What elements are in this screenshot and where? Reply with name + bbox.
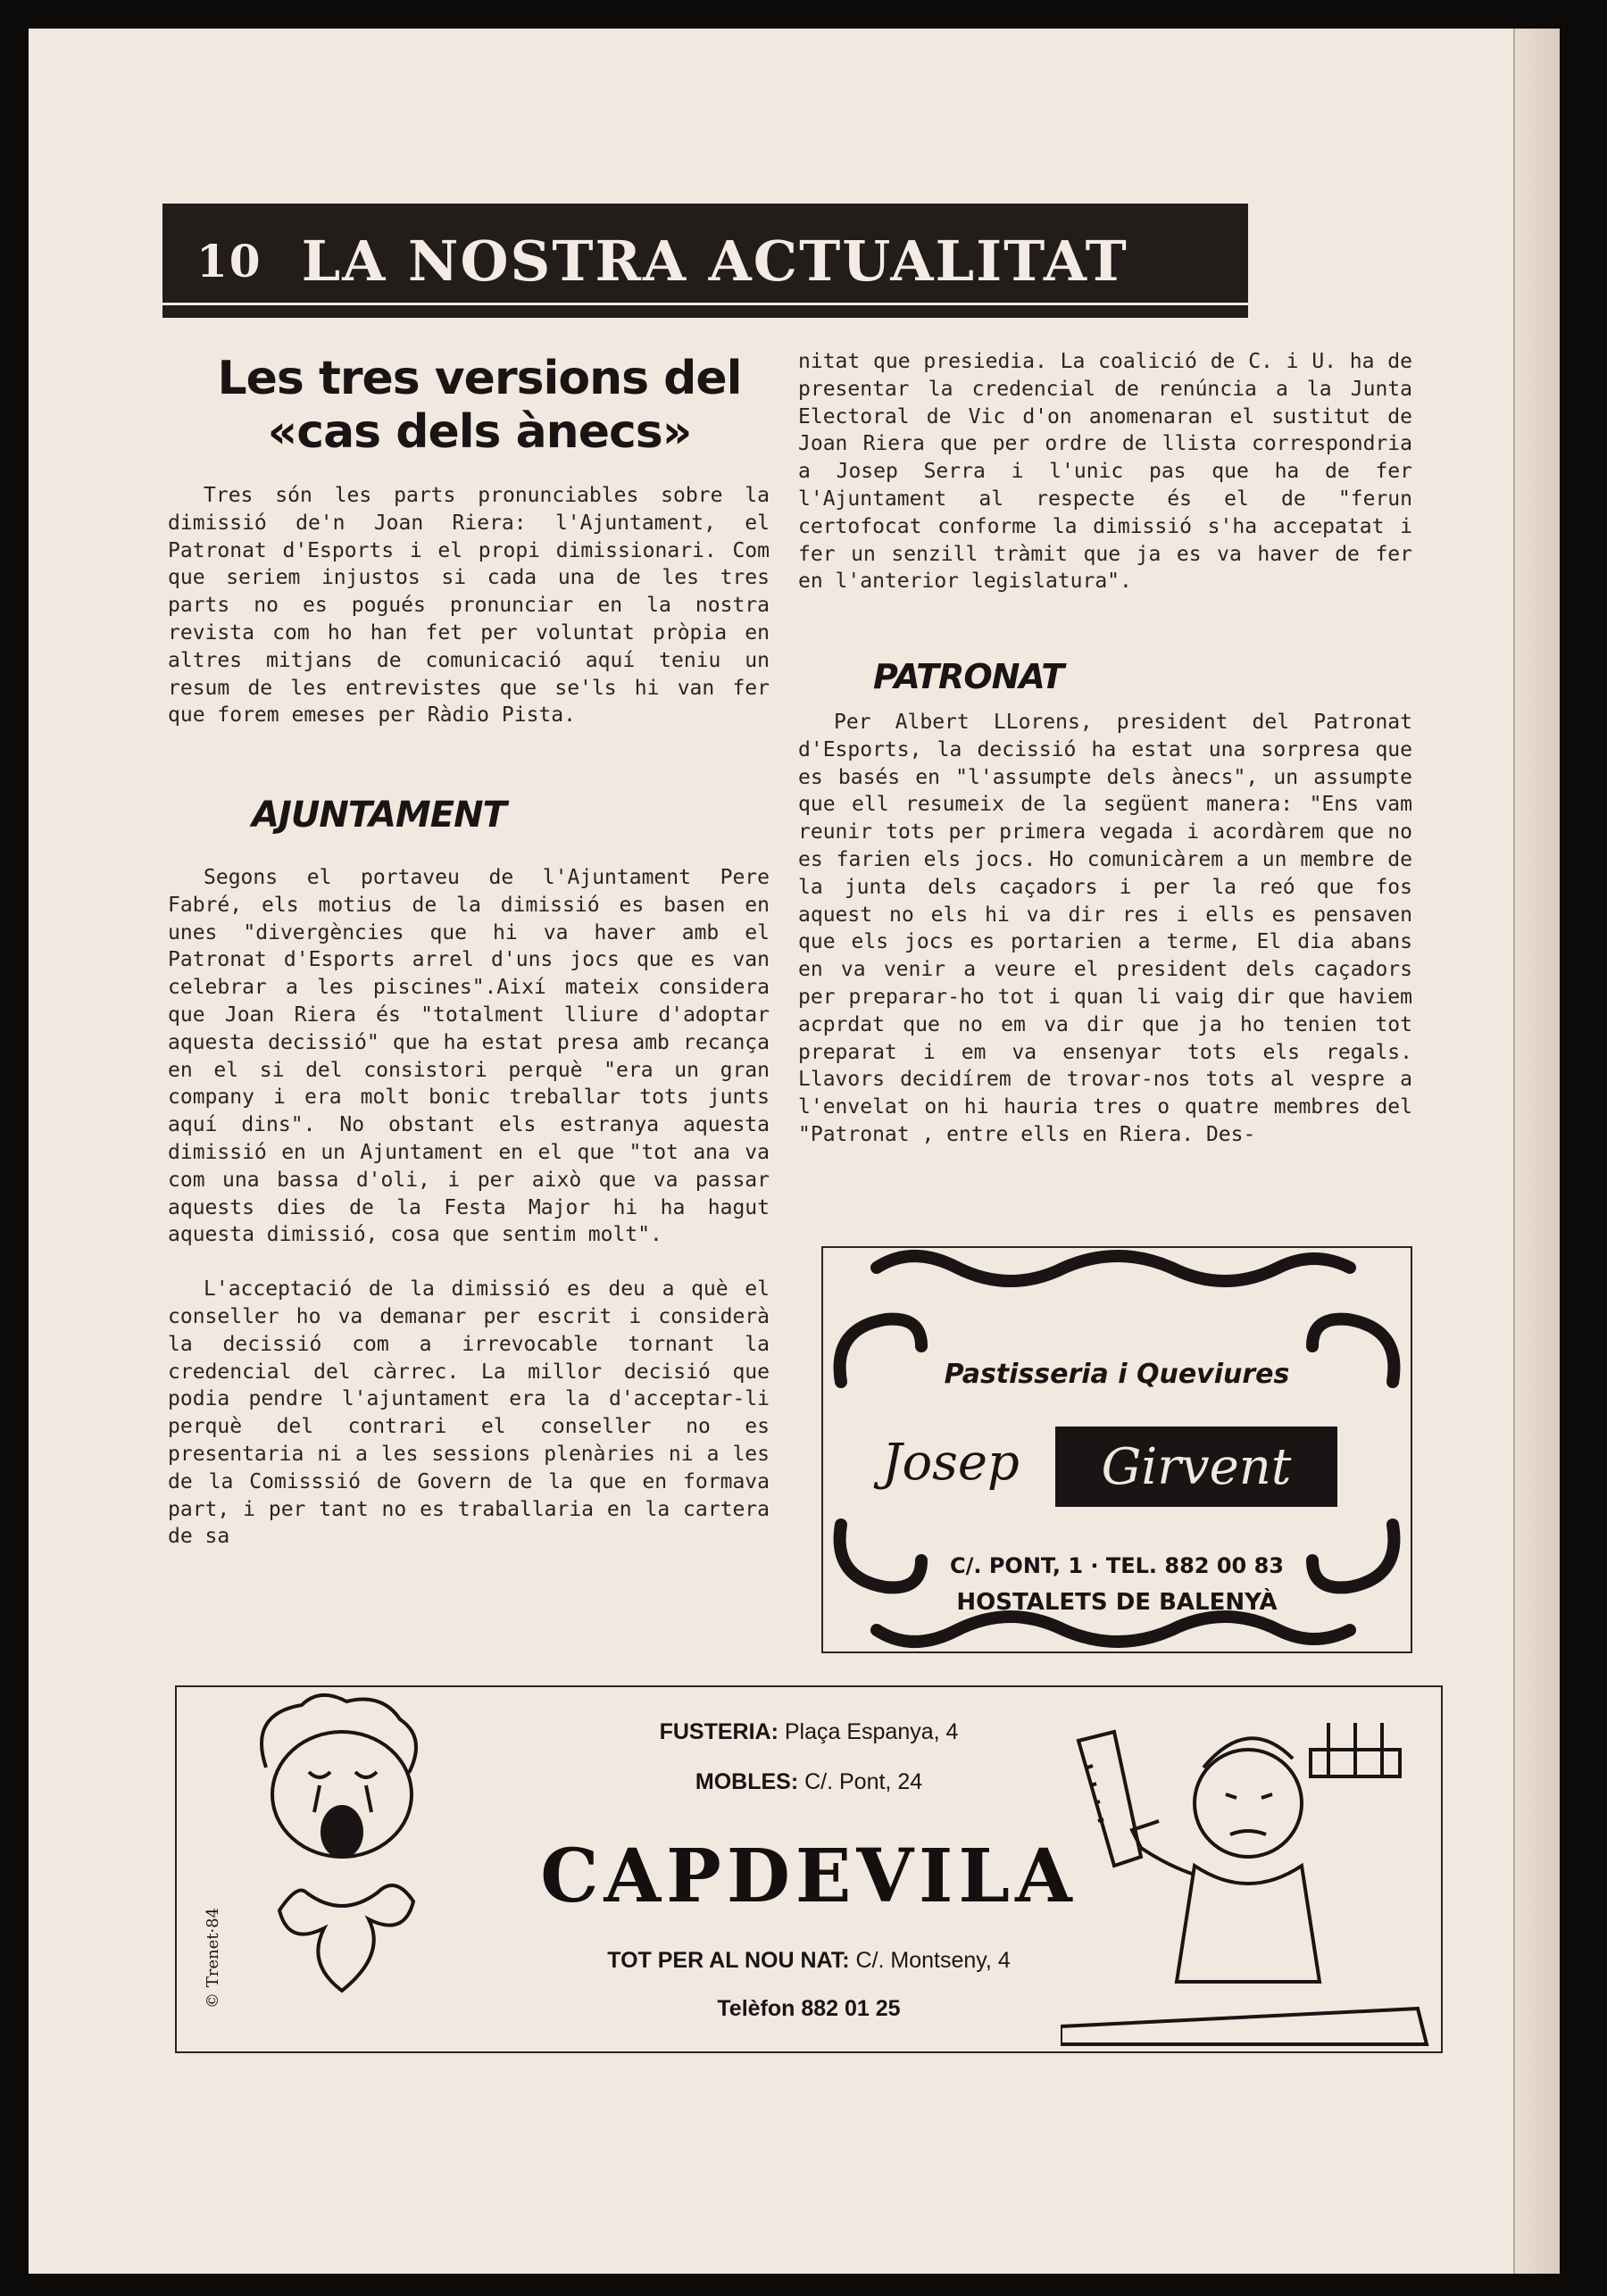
column-2-top (798, 348, 1412, 595)
hand-saw (1078, 1732, 1141, 1866)
intro-paragraph: Tres són les parts pronunciables sobre la dimissió de'n Joan Riera: l'Ajuntament, el Patronat d'Esports i el propi dimissionari. Com que seriem injustos si cada una de les tres parts no es pogués pronunciar en la nostra revista com ho han fet per voluntat pròpia en altres mitjans de comunicació aquí teniu un resum de les entrevistes que se'ls hi van fer que forem emeses per Ràdio Pista. (168, 484, 770, 728)
section-banner (162, 204, 1248, 318)
ajuntament-paragraph-1: Segons el portaveu de l'Ajuntament Pere Fabré, els motius de la dimissió es basen en unes "divergències que hi va haver amb el Patronat d'Esports arrel d'uns jocs que es van celebrar a les piscines".Així mateix considera que Joan Riera és "totalment lliure d'adoptar aquesta decissió" que ha estat presa amb recança en el si del consistori perquè "era un gran company i era molt bonic treballar tots junts aquí dins". No obstant els estranya aquesta dimissió en un Ajuntament en el que "tot ana va com una bassa d'oli, i per això que va passar aquests dies de la Festa Major hi ha hagut aquesta dimissió, cosa que sentim molt". (168, 866, 770, 1247)
article-intro (168, 482, 770, 729)
carpenter-body (1177, 1866, 1320, 1982)
patronat-paragraph-1: Per Albert LLorens, president del Patronat d'Esports, la decissió ha estat una sorpresa que es basés en "l'assumpte dels ànecs", un assumpte que ell resumeix de la següent manera: "Ens vam reunir tots per primera vegada i acordàrem que no es farien els jocs. Ho comunicàrem a un membre de la junta dels caçadors i per la reó que fos aquest no els hi va dir res i ells es pensaven que els jocs es portarien a terme, El dia abans en va venir a veure el president dels caçadors per preparar-ho tot i quan li vaig dir que haviem acprdat que no em va dir que ja ho tenien tot preparat i em va ensenyar tots els regals. Llavors decidírem de trovar-nos tots al vespre a l'envelat on hi hauria tres o quatre membres del "Patronat , entre ells en Riera. Des- (798, 711, 1412, 1146)
telefon-line: Telèfon 882 01 25 (717, 1996, 901, 2021)
ad-pastisseria-title: Pastisseria i Queviures (944, 1359, 1290, 1390)
top-scroll-ornament (877, 1256, 1350, 1281)
page-number: 10 (196, 234, 262, 287)
carpenter-hair (1203, 1738, 1293, 1768)
carpenter-arm-hammer (1132, 1821, 1195, 1875)
section-title: LA NOSTRA ACTUALITAT (301, 228, 1128, 294)
magazine-page (29, 29, 1560, 2274)
fusteria-label: FUSTERIA: (659, 1719, 779, 1744)
ad-name-first: Josep (882, 1434, 1020, 1492)
mobles-label: MOBLES: (695, 1769, 799, 1794)
workbench (1061, 2009, 1427, 2044)
ad-pastisseria-girvent (821, 1246, 1412, 1653)
ajuntament-column (168, 864, 770, 1551)
subheading-patronat: PATRONAT (873, 657, 1064, 696)
carpenter-eyes (1226, 1794, 1272, 1798)
carpenter-mouth (1230, 1831, 1266, 1834)
ad-pastisseria-town: HOSTALETS DE BALENYÀ (956, 1589, 1278, 1616)
illustration-signature: © Trenet·84 (204, 1907, 222, 2009)
carpenter-illustration (1061, 1687, 1436, 2051)
capdevila-brand: CAPDEVILA (540, 1834, 1078, 1919)
subheading-ajuntament: AJUNTAMENT (252, 794, 506, 836)
headline-line-1: Les tres versions del (217, 352, 742, 405)
nounat-label: TOT PER AL NOU NAT: (607, 1948, 850, 1973)
patronat-column (798, 709, 1412, 1149)
fusteria-value: Plaça Espanya, 4 (778, 1719, 959, 1744)
ad-name-last: Girvent (1055, 1427, 1337, 1507)
mobles-value: C/. Pont, 24 (798, 1769, 923, 1794)
bottom-scroll-ornament (877, 1617, 1350, 1642)
page-spine (1513, 29, 1560, 2274)
nounat-value: C/. Montseny, 4 (849, 1948, 1011, 1973)
article-headline (189, 352, 770, 459)
ajuntament-paragraph-2: L'acceptació de la dimissió es deu a què el conseller ho va demanar per escrit i considerà la decissió com a irrevocable tornant la credencial del càrrec. La millor decisió que podia pendre l'ajuntament era la d'acceptar-li perquè del contrari el conseller no es presentaria ni a les sessions plenàries ni a les de la Comisssió de Govern de la que en formava part, i per tant no es traballaria en la cartera de sa (168, 1277, 770, 1549)
carpenter-head (1195, 1750, 1302, 1857)
ad-capdevila (175, 1685, 1443, 2053)
ajuntament-continued-paragraph: nitat que presiedia. La coalició de C. i U. ha de presentar la credencial de renúncia a la Junta Electoral de Vic d'on anomenaran el sustitut de Joan Riera que per ordre de llista correspondria a Josep Serra i l'unic pas que ha de fer l'Ajuntament al respecte és el de "ferun certofocat conforme la dimissió s'ha accepatat i fer un senzill tràmit que ja es va haver de fer en l'anterior legislatura". (798, 350, 1412, 594)
headline-line-2: «cas dels ànecs» (267, 405, 692, 459)
ad-pastisseria-address: C/. PONT, 1 · TEL. 882 00 83 (949, 1553, 1284, 1578)
